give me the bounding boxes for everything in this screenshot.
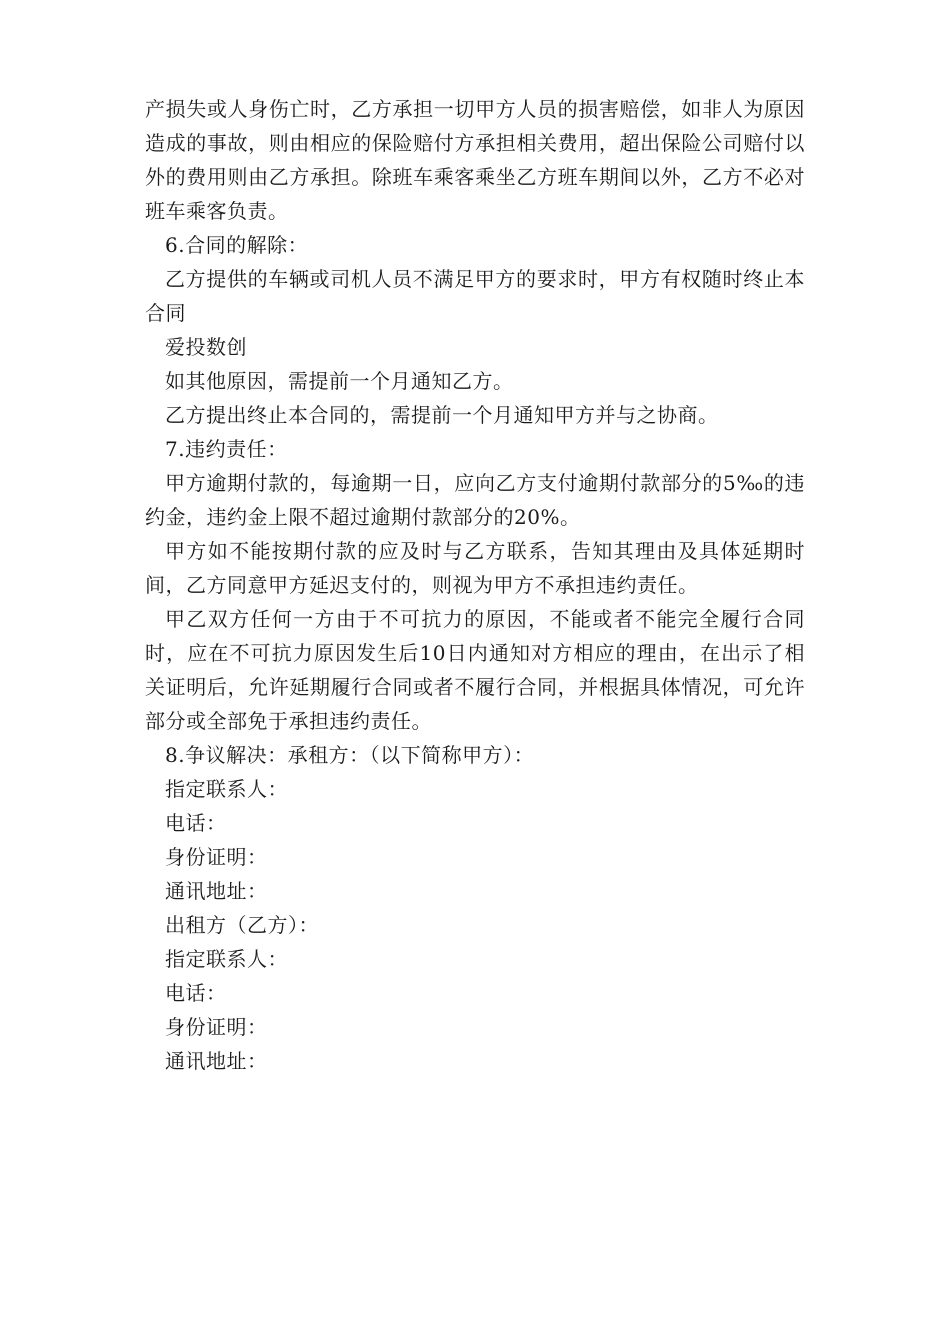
field-party-b-contact: 指定联系人： bbox=[165, 947, 288, 971]
paragraph-breach-late-payment: 甲方逾期付款的，每逾期一日，应向乙方支付逾期付款部分的5‰的违约金，违约金上限不超过逾期付款部分的20%。 bbox=[145, 471, 805, 529]
section-heading-breach: 7.违约责任： bbox=[165, 437, 288, 461]
field-party-a-id: 身份证明： bbox=[165, 845, 268, 869]
section-heading-dispute: 8.争议解决：承租方：（以下简称甲方）： bbox=[165, 743, 535, 767]
paragraph-termination-other: 如其他原因，需提前一个月通知乙方。 bbox=[165, 369, 514, 393]
field-party-b-phone: 电话： bbox=[165, 981, 227, 1005]
field-party-a-phone: 电话： bbox=[165, 811, 227, 835]
document-body bbox=[145, 92, 805, 1078]
field-party-b-address: 通讯地址： bbox=[165, 1049, 268, 1073]
field-lessor-heading: 出租方（乙方）： bbox=[165, 913, 319, 937]
field-party-a-address: 通讯地址： bbox=[165, 879, 268, 903]
paragraph-breach-contact: 甲方如不能按期付款的应及时与乙方联系，告知其理由及具体延期时间，乙方同意甲方延迟支付的，则视为甲方不承担违约责任。 bbox=[145, 539, 805, 597]
paragraph-termination-party-b: 乙方提出终止本合同的，需提前一个月通知甲方并与之协商。 bbox=[165, 403, 719, 427]
field-party-b-id: 身份证明： bbox=[165, 1015, 268, 1039]
paragraph-breach-force-majeure: 甲乙双方任何一方由于不可抗力的原因，不能或者不能完全履行合同时，应在不可抗力原因发生后10日内通知对方相应的理由，在出示了相关证明后，允许延期履行合同或者不履行合同，并根据具体情况，可允许部分或全部免于承担违约责任。 bbox=[145, 607, 805, 733]
paragraph-watermark-text: 爱投数创 bbox=[165, 335, 247, 359]
paragraph-liability-continued: 产损失或人身伤亡时，乙方承担一切甲方人员的损害赔偿，如非人为原因造成的事故，则由相应的保险赔付方承担相关费用，超出保险公司赔付以外的费用则由乙方承担。除班车乘客乘坐乙方班车期间以外，乙方不必对班车乘客负责。 bbox=[145, 97, 805, 223]
paragraph-termination-vehicle: 乙方提供的车辆或司机人员不满足甲方的要求时，甲方有权随时终止本合同 bbox=[145, 267, 805, 325]
section-heading-termination: 6.合同的解除： bbox=[165, 233, 309, 257]
field-party-a-contact: 指定联系人： bbox=[165, 777, 288, 801]
